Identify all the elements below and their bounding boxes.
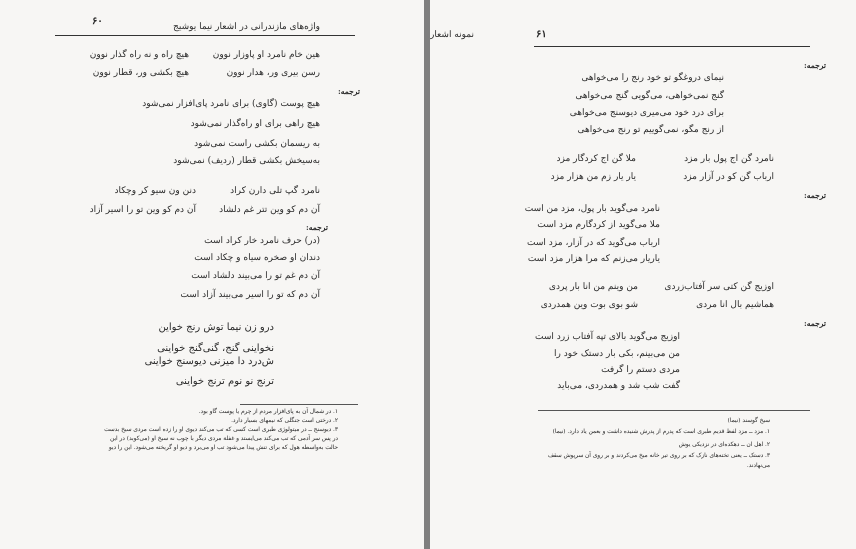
left-verse1-b-2: هیچ بکشی ور، قطار نوون — [92, 68, 189, 78]
right-header-rule — [534, 46, 810, 47]
right-footnote-2: ۲. اهل ان ــ دهکده‌ای در نزدیکی یوش — [678, 442, 770, 448]
left-footnote-1: ۱. در شمال آن به پای‌افزار مردم از چرم یا پوست گاو بود. — [198, 409, 338, 415]
right-footnote-rule — [538, 410, 810, 411]
right-footnote-3: ۳. دستک ــ یعنی تخته‌های نازک که بر روی تیر خانه میخ می‌کردند و بر روی آن سرپوش سقف — [547, 453, 770, 459]
right-translation-label-3: ترجمه: — [804, 319, 826, 328]
left-page-number: ۶۰ — [92, 16, 103, 27]
left-footnote-4: در پس سر آدمی که تب می‌کند می‌ایستد و غفلة مردی دیگر با چوب نه سیخ او (می‌کوبد) در این — [110, 436, 338, 442]
right-verse2-a-1: اوزیج گن کتی سر آفتاب‌زردی — [664, 282, 774, 292]
left-verse2-b-2: آن دم کو وین تو را اسیر آزاد — [89, 205, 196, 215]
left-page — [0, 0, 424, 549]
left-verse3-line-4: ترنج نو نوم ترنج خواینی — [175, 376, 274, 387]
right-translation-label-1: ترجمه: — [804, 61, 826, 70]
right-trans1-line-2: گنج نمی‌خواهی، می‌گویی گنج می‌خواهی — [575, 91, 724, 101]
right-trans1-line-1: نیمای دروغگو تو خود رنج را می‌خواهی — [581, 73, 724, 83]
left-verse2-a-2: آن دم کو وین تتر غم دلشاد — [219, 205, 320, 215]
left-translation-label-1: ترجمه: — [338, 87, 360, 96]
left-trans1-line-4: به‌سیخش بکشی قطار (ردیف) نمی‌شود — [173, 156, 320, 166]
left-trans2-line-1: (در) حرف نامرد خار کراد است — [204, 236, 320, 246]
right-trans3-line-4: گفت شب شد و همدردی، می‌باید — [557, 381, 680, 391]
left-trans2-line-4: آن دم که تو را اسیر می‌بیند آزاد است — [180, 290, 320, 300]
right-verse2-a-2: هماشیم بال انا مردی — [696, 300, 774, 310]
right-verse1-a-1: نامرد گن اج پول بار مزد — [684, 154, 774, 164]
right-verse2-b-2: شو بوی بوت وین همدردی — [540, 300, 638, 310]
right-page-number: ۶۱ — [536, 29, 547, 40]
right-trans2-line-4: یاریار می‌زنم که مرا هزار مزد است — [527, 254, 660, 264]
left-trans1-line-1: هیچ پوست (گاوی) برای نامرد پای‌افزار نمی‌شود — [142, 99, 320, 109]
right-verse1-b-1: ملا گن اج کردگار مزد — [556, 154, 636, 164]
right-trans1-line-4: از رنج مگو، نمی‌گوییم تو رنج می‌خواهی — [577, 125, 724, 135]
left-trans2-line-3: آن دم غم تو را می‌بیند دلشاد است — [191, 271, 320, 281]
left-trans1-line-2: هیچ راهی برای او راه‌گذار نمی‌شود — [190, 119, 320, 129]
left-verse1-a-2: رسن بیری ور، هدار نوون — [226, 68, 320, 78]
left-trans1-line-3: به ریسمان بکشی راست نمی‌شود — [194, 139, 320, 149]
right-trans3-line-3: مردی دستم را گرفت — [601, 365, 680, 375]
left-translation-label-2: ترجمه: — [306, 223, 328, 232]
right-trans3-line-1: اوزیج می‌گوید بالای تپه آفتاب زرد است — [535, 332, 680, 342]
right-trans2-line-2: ملا می‌گوید از کردگارم مزد است — [537, 220, 660, 230]
left-verse2-a-1: نامرد گپ تلی دارن کراد — [230, 186, 320, 196]
left-verse3-line-3: ش‌درد دا میزنی دیوسنج خواینی — [144, 356, 274, 367]
left-footnote-5: حالت به‌واسطه هول که برای تنش پیدا می‌شود تب او می‌برد و دیو او گریخته می‌شود. این را دیو — [108, 445, 338, 451]
left-trans2-line-2: دندان او صخره سیاه و چکاد است — [194, 253, 320, 263]
right-footnote-4: می‌نهادند. — [746, 463, 770, 469]
left-verse3-line-1: درو زن نیما توش رنج خواین — [158, 322, 274, 333]
right-trans1-line-3: برای درد خود می‌میری دیوسنج می‌خواهی — [569, 108, 724, 118]
right-page — [430, 0, 856, 549]
right-verse2-b-1: من وینم من انا بار پردی — [548, 282, 638, 292]
right-verse1-b-2: یار یار زم من هزار مزد — [550, 172, 636, 182]
left-header-rule — [55, 35, 355, 36]
left-verse3-line-2: نخواینی گنج، گنی‌گنج خواینی — [157, 343, 274, 354]
right-verse1-a-2: ارباب گن کو در آزار مزد — [683, 172, 774, 182]
right-trans3-line-2: من می‌بینم، بکی بار دستک خود را — [554, 349, 680, 359]
left-verse2-b-1: دنن ون سیو کر وچکاد — [114, 186, 196, 196]
right-translation-label-2: ترجمه: — [804, 191, 826, 200]
right-footnote-1: ۱. مزد ــ مزد لفظ قدیم طبری است که پدرم از پدرش شنیده داشت و بعمن یاد دارد. (نیما) — [552, 429, 770, 435]
left-footnote-rule — [240, 404, 358, 405]
left-footnote-3: ۳. دیوسنج ــ در میتولوژی طبری است کسی که تب می‌کند دیوی او را زده است مردی سیخ بدست — [104, 427, 338, 433]
left-running-header: واژه‌های مازندرانی در اشعار نیما یوشیج — [173, 22, 320, 32]
right-trans2-line-1: نامرد می‌گوید بار پول، مزد من است — [524, 204, 660, 214]
left-footnote-2: ۲. درختی است جنگلی که نیمهای بسیار دارد. — [231, 418, 338, 424]
left-verse1-a-1: هین خام نامرد او پاوزار نوون — [212, 50, 320, 60]
right-footnote-0: سیخ گوسند (نیما) — [727, 418, 770, 424]
left-verse1-b-1: هیچ راه و نه راه گذار نوون — [89, 50, 189, 60]
right-running-header: نمونه اشعار — [430, 30, 474, 40]
right-trans2-line-3: ارباب می‌گوید که در آزار، مزد است — [527, 238, 660, 248]
